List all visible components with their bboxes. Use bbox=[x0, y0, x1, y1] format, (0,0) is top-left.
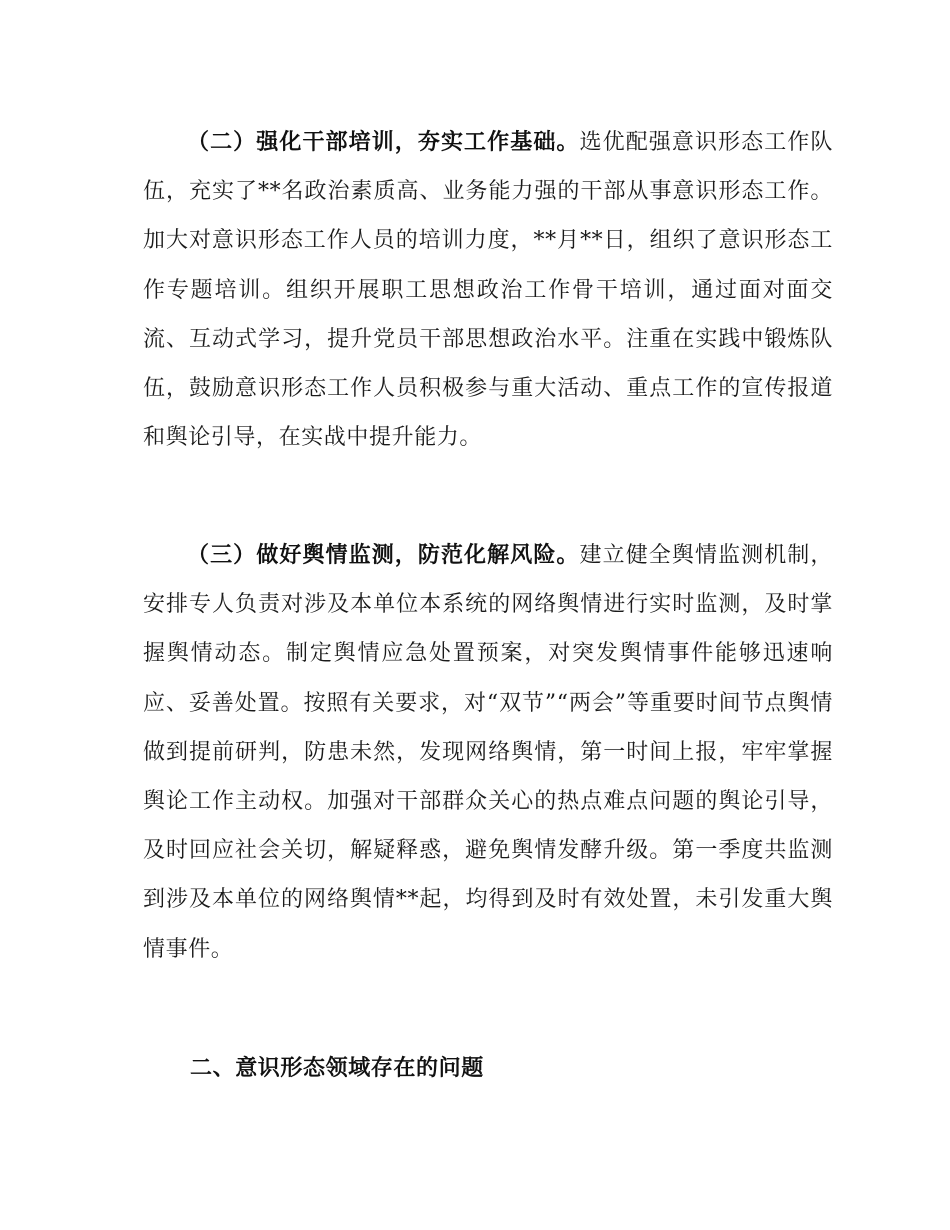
section-lead-monitoring: （三）做好舆情监测，防范化解风险。 bbox=[187, 543, 580, 568]
section-body-training: 选优配强意识形态工作队伍，充实了**名政治素质高、业务能力强的干部从事意识形态工作。加大对意识形态工作人员的培训力度，**月**日，组织了意识形态工作专题培训。组织开展职工思想政治工作骨干培训，通过面对面交流、互动式学习，提升党员干部思想政治水平。注重在实践中锻炼队伍，鼓励意识形态工作人员积极参与重大活动、重点工作的宣传报道和舆论引导，在实战中提升能力。 bbox=[143, 130, 834, 451]
section-paragraph-monitoring bbox=[143, 531, 833, 974]
section-heading-problems: 二、意识形态领域存在的问题 bbox=[190, 1056, 484, 1081]
section-paragraph-training bbox=[143, 118, 833, 462]
section-lead-training: （二）强化干部培训，夯实工作基础。 bbox=[187, 130, 580, 155]
section-body-monitoring: 建立健全舆情监测机制，安排专人负责对涉及本单位本系统的网络舆情进行实时监测，及时掌握舆情动态。制定舆情应急处置预案，对突发舆情事件能够迅速响应、妥善处置。按照有关要求，对“双节”“两会”等重要时间节点舆情做到提前研判，防患未然，发现网络舆情，第一时间上报，牢牢掌握舆论工作主动权。加强对干部群众关心的热点难点问题的舆论引导，及时回应社会关切，解疑释惑，避免舆情发酵升级。第一季度共监测到涉及本单位的网络舆情**起，均得到及时有效处置，未引发重大舆情事件。 bbox=[143, 543, 834, 962]
